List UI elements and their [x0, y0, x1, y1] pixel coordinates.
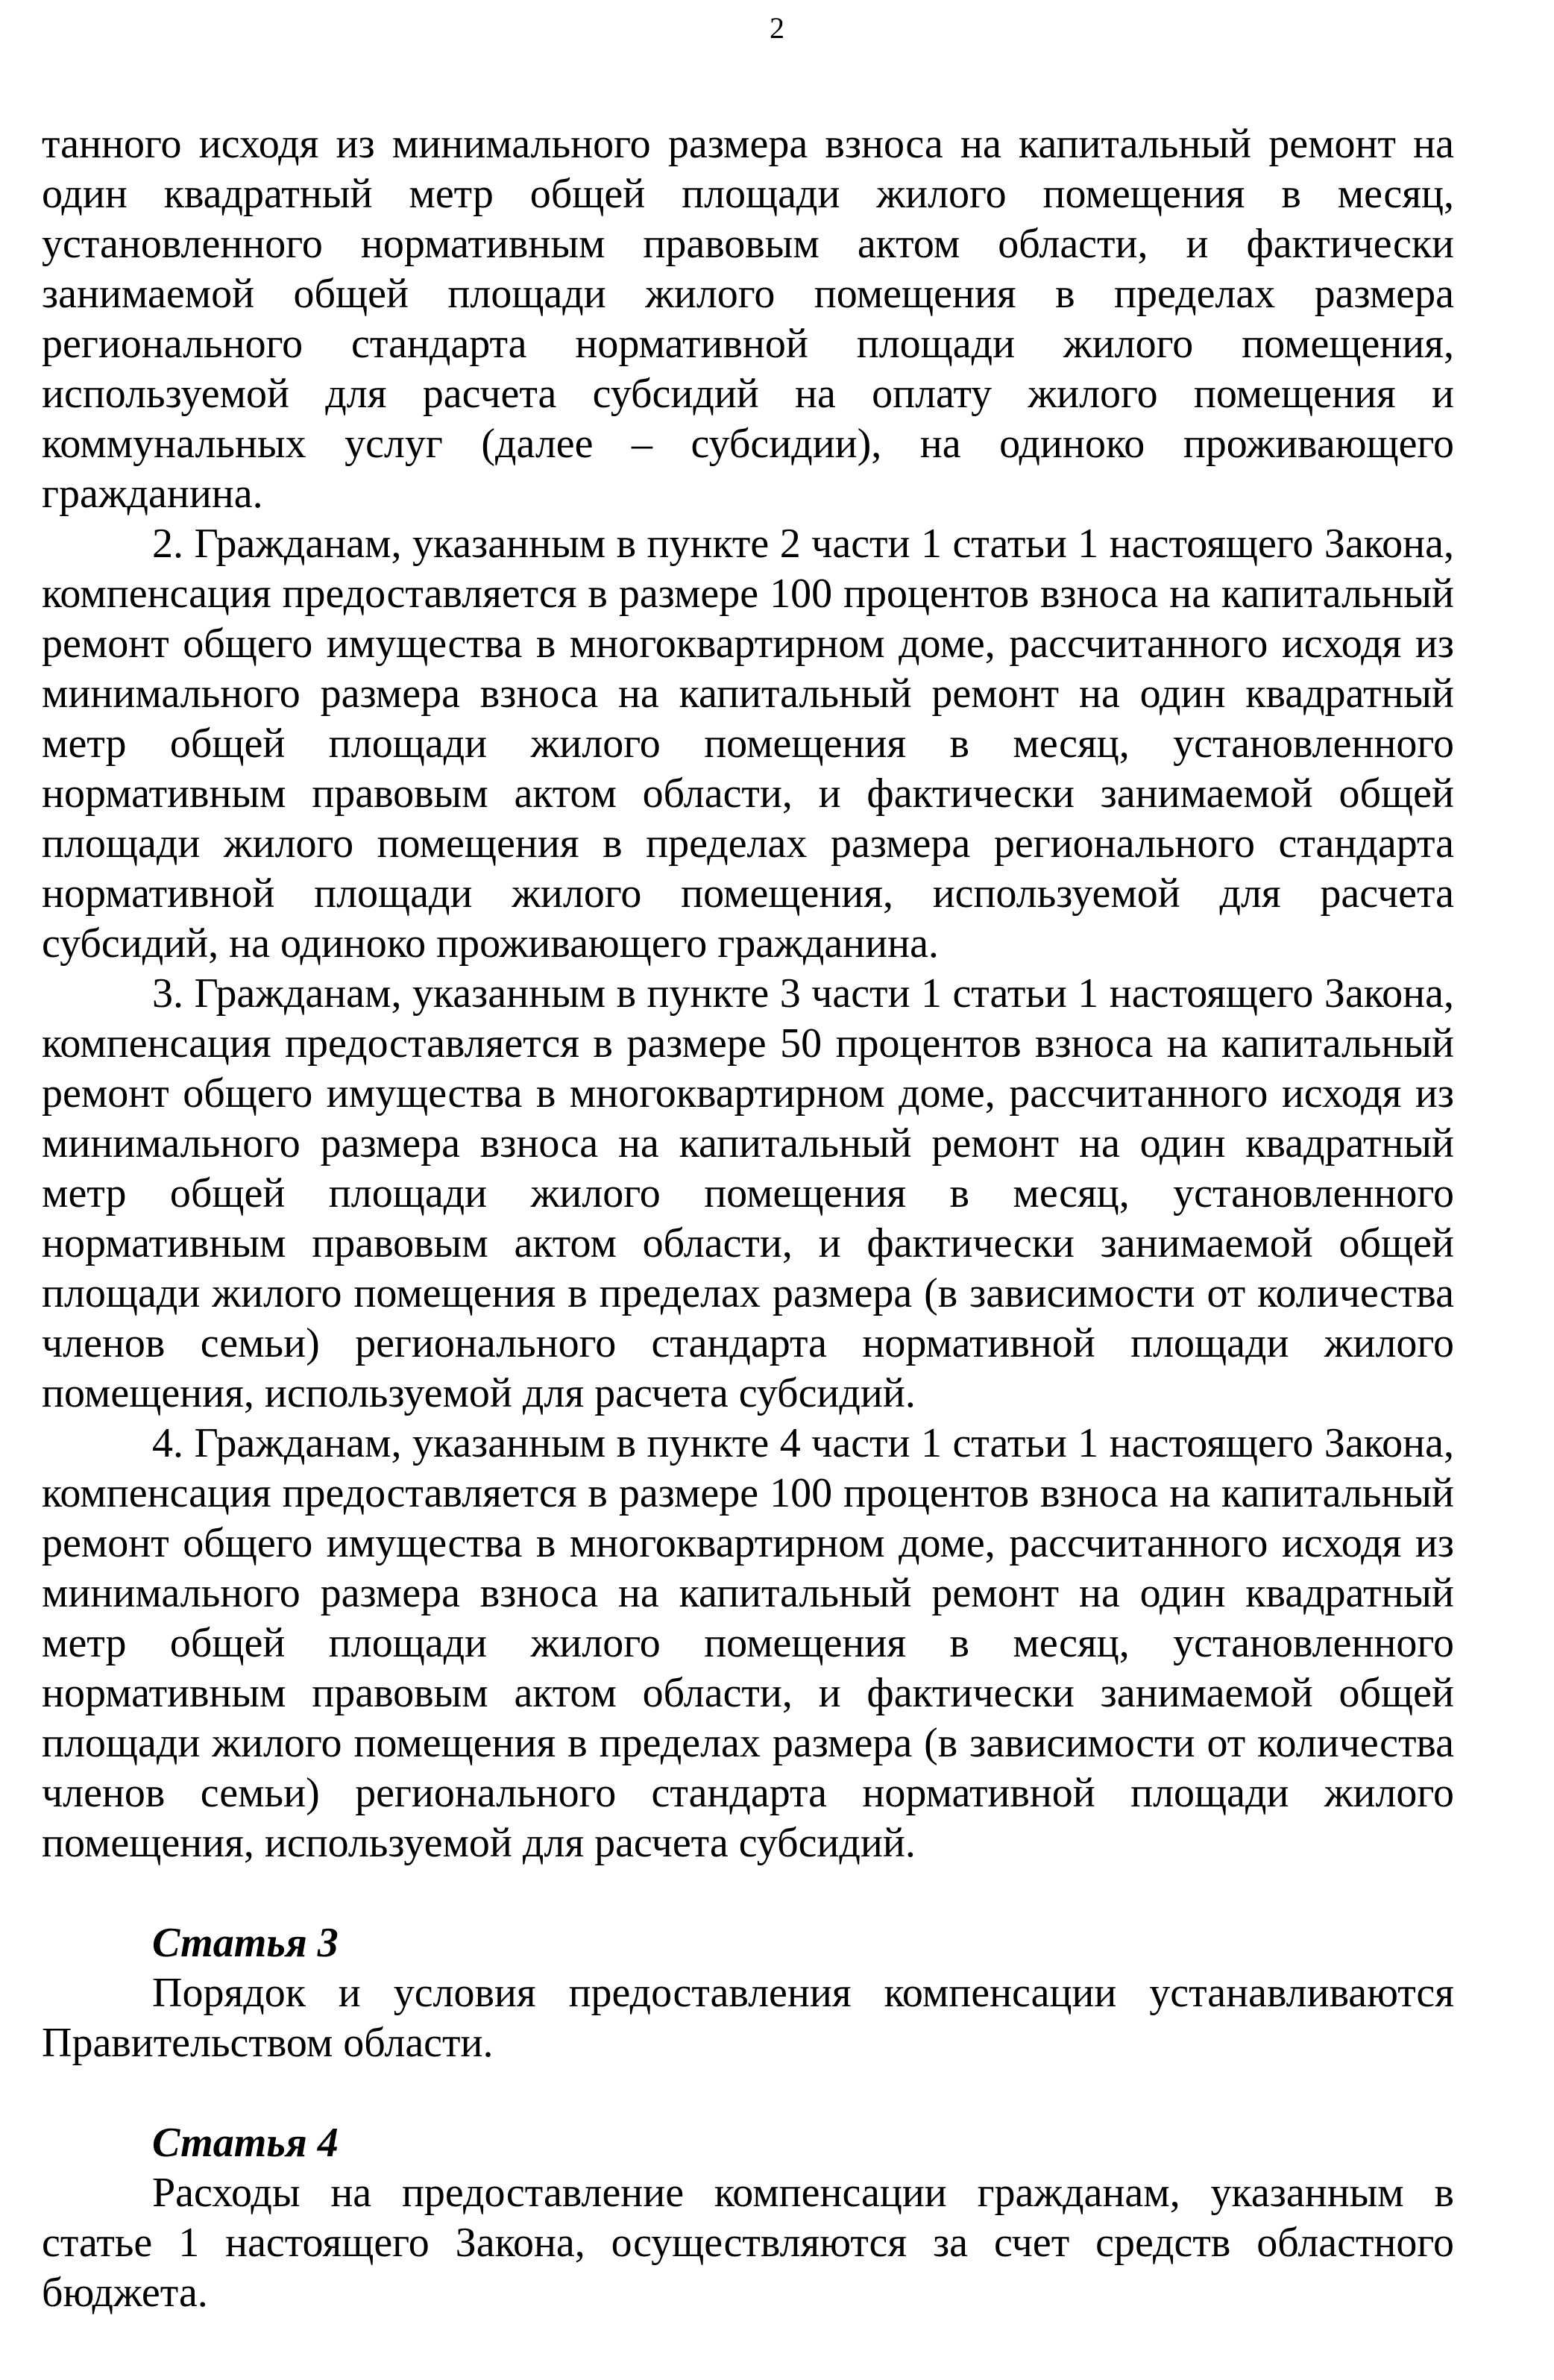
paragraph-continuation: танного исходя из минимального размера взноса на капитальный ремонт на один квадратный метр общей площади жилого помещения в месяц, установленного нормативным правовым актом области, и фактически занимаемой общей площади жилого помещения в пределах размера регионального стандарта нормативной площади жилого помещения, используемой для расчета субсидий на оплату жилого помещения и коммунальных услуг (далее – субсидии), на одиноко проживающего гражданина. — [42, 121, 1454, 517]
document-body — [42, 119, 1454, 2318]
article-4-title: Статья 4 — [152, 2120, 339, 2166]
paragraph-item-3: 3. Гражданам, указанным в пункте 3 части 1 статьи 1 настоящего Закона, компенсация предоставляется в размере 50 процентов взноса на капитальный ремонт общего имущества в многоквартирном доме, рассчитанного исходя из минимального размера взноса на капитальный ремонт на один квадратный метр общей площади жилого помещения в месяц, установленного нормативным правовым актом области, и фактически занимаемой общей площади жилого помещения в пределах размера (в зависимости от количества членов семьи) регионального стандарта нормативной площади жилого помещения, используемой для расчета субсидий. — [42, 970, 1454, 1416]
article-3-text: Порядок и условия предоставления компенсации устанавливаются Правительством области. — [42, 1970, 1454, 2066]
paragraph-item-4: 4. Гражданам, указанным в пункте 4 части 1 статьи 1 настоящего Закона, компенсация предоставляется в размере 100 процентов взноса на капитальный ремонт общего имущества в многоквартирном доме, рассчитанного исходя из минимального размера взноса на капитальный ремонт на один квадратный метр общей площади жилого помещения в месяц, установленного нормативным правовым актом области, и фактически занимаемой общей площади жилого помещения в пределах размера (в зависимости от количества членов семьи) регионального стандарта нормативной площади жилого помещения, используемой для расчета субсидий. — [42, 1420, 1454, 1866]
paragraph-item-2: 2. Гражданам, указанным в пункте 2 части 1 статьи 1 настоящего Закона, компенсация предоставляется в размере 100 процентов взноса на капитальный ремонт общего имущества в многоквартирном доме, рассчитанного исходя из минимального размера взноса на капитальный ремонт на один квадратный метр общей площади жилого помещения в месяц, установленного нормативным правовым актом области, и фактически занимаемой общей площади жилого помещения в пределах размера регионального стандарта нормативной площади жилого помещения, используемой для расчета субсидий, на одиноко проживающего гражданина. — [42, 521, 1454, 967]
article-4-text: Расходы на предоставление компенсации гражданам, указанным в статье 1 настоящего Закона, осуществляются за счет средств областного бюджета. — [42, 2170, 1454, 2316]
page-number: 2 — [770, 11, 784, 45]
article-3-title: Статья 3 — [152, 1920, 339, 1966]
